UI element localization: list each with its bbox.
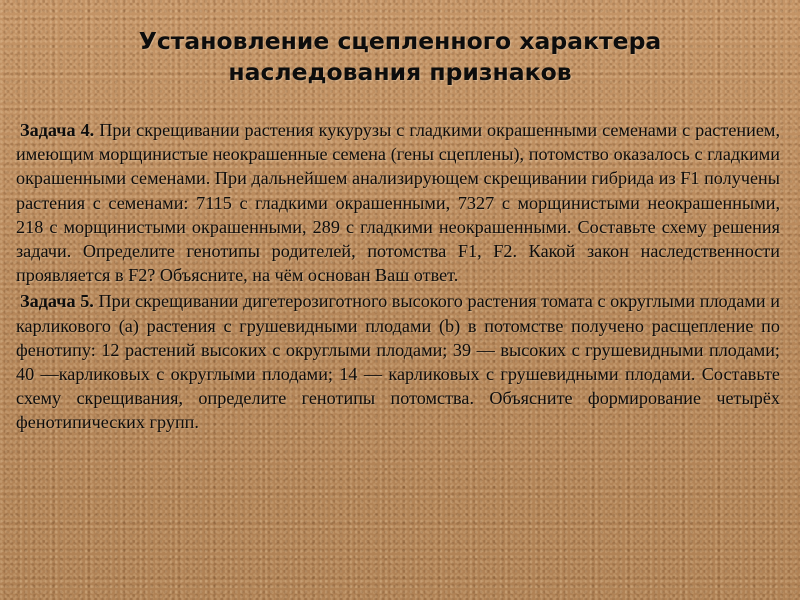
task-5-text: При скрещивании дигетерозиготного высокого растения томата с округлыми плодами и карликового (a) растения с грушевидными плодами (b) в потомстве получено расщепление по фенотипу: 12 растений высоких с округлыми плодами; 39 — высоких с грушевидными плодами; 40 —карликовых с округлыми плодами; 14 — карликовых с грушевидными плодами. Составьте схему скрещивания, определите генотипы потомства. Объясните формирование четырёх фенотипических групп. (16, 291, 780, 433)
task-4-paragraph (16, 118, 780, 287)
slide-body (16, 118, 780, 437)
title-line-1: Установление сцепленного характера (138, 27, 662, 55)
title-line-2: наследования признаков (228, 58, 572, 86)
task-5-label: Задача 5. (20, 291, 94, 312)
task-4-text: При скрещивании растения кукурузы с гладкими окрашенными семенами с растением, имеющим морщинистые неокрашенные семена (гены сцеплены), потомство оказалось с гладкими окрашенными семенами. При дальнейшем анализирующем скрещивании гибрида из F1 получены растения с семенами: 7115 с гладкими окрашенными, 7327 с морщинистыми неокрашенными, 218 с морщинистыми окрашенными, 289 с гладкими неокрашенными. Составьте схему решения задачи. Определите генотипы родителей, потомства F1, F2. Какой закон наследственности проявляется в F2? Объясните, на чём основан Ваш ответ. (16, 120, 780, 286)
task-5-paragraph (16, 289, 780, 434)
slide-title (60, 26, 740, 88)
task-4-label: Задача 4. (20, 120, 95, 140)
